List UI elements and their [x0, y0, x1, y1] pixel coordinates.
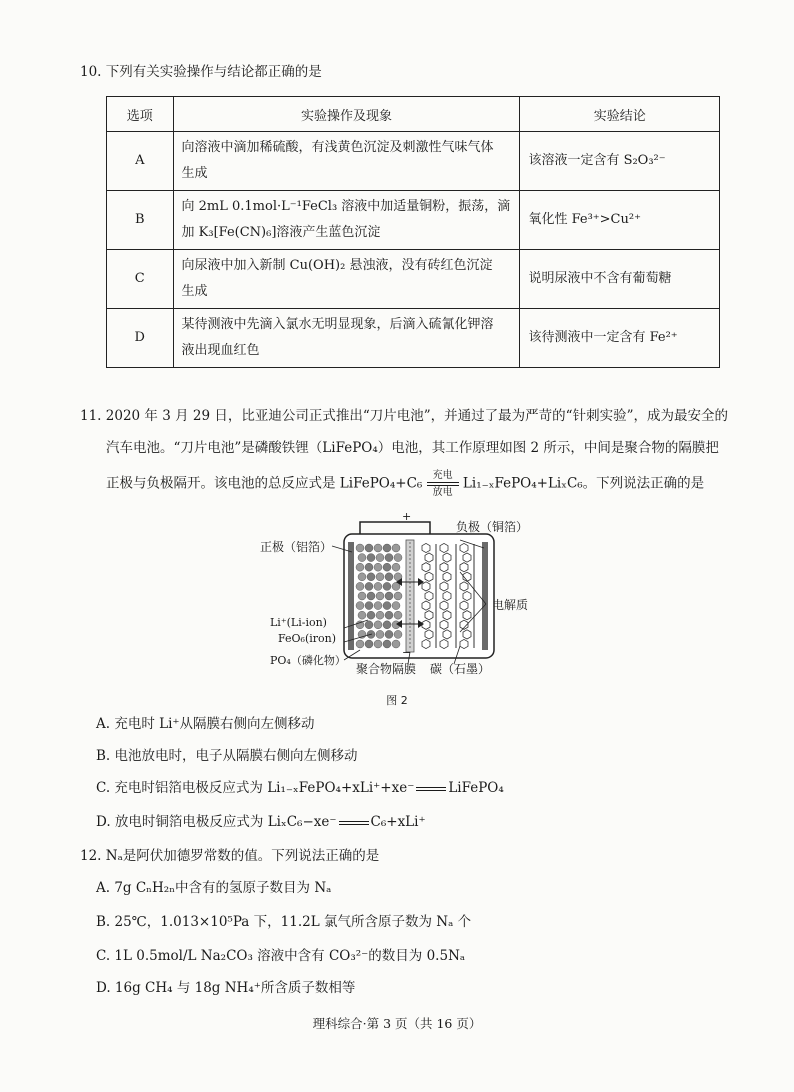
question-text: Nₐ是阿伏加德罗常数的值。下列说法正确的是 — [105, 848, 380, 864]
option-b: B. 电池放电时，电子从隔膜右侧向左侧移动 — [96, 748, 358, 764]
row-option: B — [107, 191, 174, 250]
option-b: B. 25℃，1.013×10⁵Pa 下，11.2L 氯气所含原子数为 Nₐ 个 — [96, 914, 472, 930]
question-11-line-2: 汽车电池。“刀片电池”是磷酸铁锂（LiFePO₄）电池，其工作原理如图 2 所示，中间是聚合物的隔膜把 — [106, 440, 719, 456]
option-text-tail: LiFePO₄ — [448, 780, 504, 796]
table-row — [107, 250, 720, 309]
table-header-row — [107, 97, 720, 132]
row-option: D — [107, 309, 174, 368]
aluminum-foil — [348, 542, 354, 650]
row-operation — [173, 191, 520, 250]
operation-line: 液出现血红色 — [181, 343, 260, 358]
arrow-label-charge: 充电 — [432, 470, 453, 481]
negative-terminal: − — [402, 646, 412, 659]
option-text-tail: C₆+xLi⁺ — [370, 814, 426, 830]
option-text: C. 充电时铝箔电极反应式为 Li₁₋ₓFePO₄+xLi⁺+xe⁻ — [96, 780, 415, 796]
label-feo: FeO₆(iron) — [278, 632, 337, 645]
option-d — [96, 810, 426, 830]
header-conclusion: 实验结论 — [520, 97, 720, 132]
row-conclusion: 氧化性 Fe³⁺>Cu²⁺ — [520, 191, 720, 250]
operation-line: 向溶液中滴加稀硫酸，有浅黄色沉淀及刺激性气味气体 — [181, 140, 494, 155]
copper-foil — [482, 542, 488, 650]
row-option: A — [107, 132, 174, 191]
question-10-stem — [80, 60, 322, 80]
operation-line: 向 2mL 0.1mol·L⁻¹FeCl₃ 溶液中加适量铜粉，振荡，滴 — [181, 199, 511, 214]
row-operation — [173, 250, 520, 309]
label-cathode: 正极（铝箔） — [260, 540, 333, 554]
experiment-table — [106, 96, 720, 368]
operation-line: 加 K₃[Fe(CN)₆]溶液产生蓝色沉淀 — [181, 225, 381, 240]
question-11-line-3 — [106, 470, 704, 498]
equals-sign-icon — [416, 787, 446, 791]
arrow-label-discharge: 放电 — [432, 487, 453, 498]
option-text: D. 放电时铜箔电极反应式为 LiₓC₆−xe⁻ — [96, 814, 337, 830]
question-number: 10. — [80, 64, 102, 80]
operation-line: 生成 — [181, 284, 208, 299]
battery-diagram — [260, 512, 560, 692]
question-text: 下列有关实验操作与结论都正确的是 — [105, 64, 322, 80]
figure-caption: 图 2 — [386, 694, 408, 707]
row-option: C — [107, 250, 174, 309]
table-row — [107, 132, 720, 191]
positive-terminal: + — [402, 510, 412, 523]
reaction-right: Li₁₋ₓFePO₄+LiₓC₆。下列说法正确的是 — [462, 475, 705, 492]
label-electrolyte: 电解质 — [492, 598, 529, 612]
row-operation — [173, 132, 520, 191]
double-arrow-icon — [427, 481, 459, 487]
header-operation: 实验操作及现象 — [173, 97, 520, 132]
option-d: D. 16g CH₄ 与 18g NH₄⁺所含质子数相等 — [96, 980, 356, 996]
option-a: A. 7g CₙH₂ₙ中含有的氢原子数目为 Nₐ — [96, 880, 332, 896]
reversible-arrow — [427, 470, 459, 498]
reaction-left: 正极与负极隔开。该电池的总反应式是 LiFePO₄+C₆ — [106, 475, 423, 492]
table-row — [107, 309, 720, 368]
label-carbon: 碳（石墨） — [430, 662, 491, 676]
label-anode: 负极（铜箔） — [456, 520, 529, 534]
page-footer: 理科综合·第 3 页（共 16 页） — [312, 1016, 482, 1031]
row-operation — [173, 309, 520, 368]
cathode-particles — [356, 544, 402, 648]
option-a: A. 充电时 Li⁺从隔膜右侧向左侧移动 — [96, 716, 315, 732]
row-conclusion: 该溶液一定含有 S₂O₃²⁻ — [520, 132, 720, 191]
row-conclusion: 该待测液中一定含有 Fe²⁺ — [520, 309, 720, 368]
equals-sign-icon — [339, 821, 369, 825]
label-separator: 聚合物隔膜 — [356, 662, 417, 676]
operation-line: 向尿液中加入新制 Cu(OH)₂ 悬浊液，没有砖红色沉淀 — [181, 258, 493, 273]
header-option: 选项 — [107, 97, 174, 132]
label-po4: PO₄（磷化物） — [270, 654, 346, 667]
battery-casing — [344, 534, 494, 658]
question-12-stem — [80, 844, 379, 864]
row-conclusion: 说明尿液中不含有葡萄糖 — [520, 250, 720, 309]
question-number: 12. — [80, 848, 102, 864]
label-li-ion: Li⁺(Li-ion) — [270, 616, 327, 629]
table-row — [107, 191, 720, 250]
question-number: 11. — [80, 408, 102, 424]
operation-line: 生成 — [181, 166, 208, 181]
question-text: 2020 年 3 月 29 日，比亚迪公司正式推出“刀片电池”，并通过了最为严苛的“针刺实验”，成为最安全的 — [105, 408, 728, 424]
question-11-line-1 — [80, 404, 728, 424]
option-c — [96, 776, 504, 796]
option-c: C. 1L 0.5mol/L Na₂CO₃ 溶液中含有 CO₃²⁻的数目为 0.5Nₐ — [96, 948, 466, 964]
operation-line: 某待测液中先滴入氯水无明显现象，后滴入硫氰化钾溶 — [181, 317, 494, 332]
